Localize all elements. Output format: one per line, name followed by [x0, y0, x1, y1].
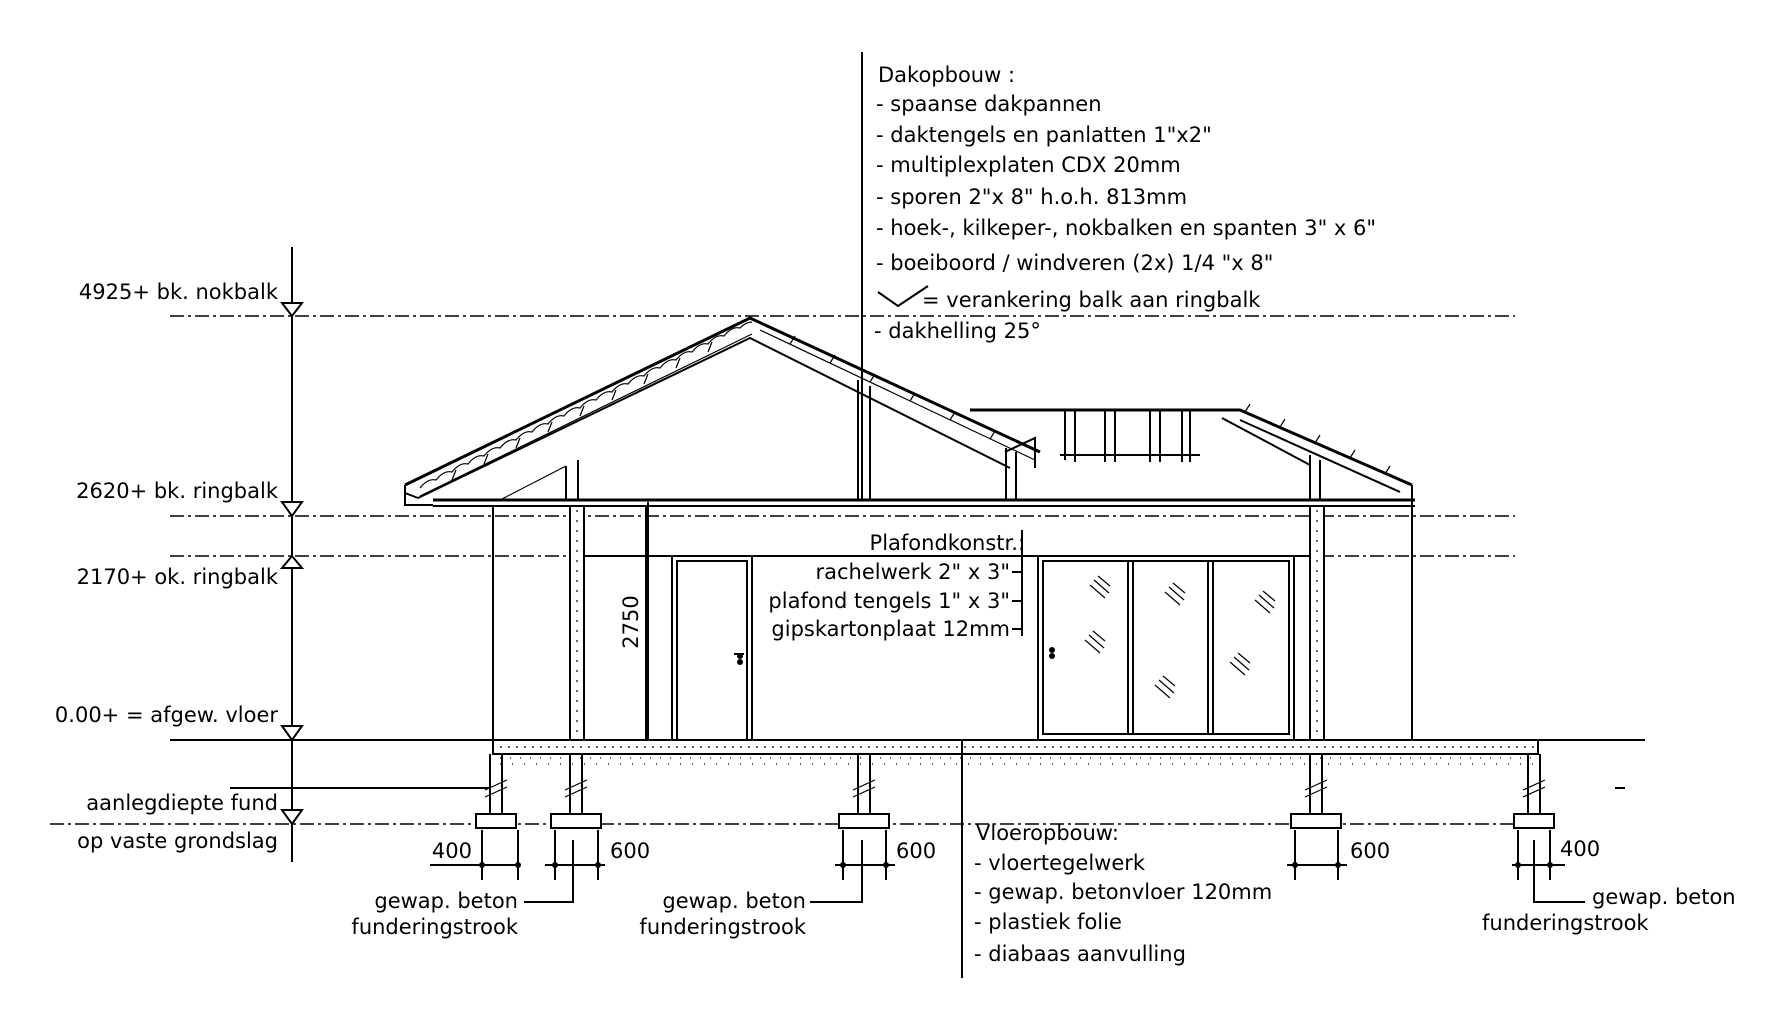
- level-marker-bk-ringbalk: [282, 502, 302, 516]
- label-nokbalk: 4925+ bk. nokbalk: [78, 280, 278, 304]
- dakopbouw-item-3: - multiplexplaten CDX 20mm: [876, 153, 1181, 177]
- plafond-title: Plafondkonstr.:: [869, 531, 1025, 555]
- label-beton-right: gewap. beton: [1592, 885, 1736, 909]
- vloeropbouw-title: Vloeropbouw:: [976, 821, 1119, 845]
- dakopbouw-anchor-note: = verankering balk aan ringbalk: [922, 288, 1261, 312]
- vloeropbouw-notes: [962, 740, 1272, 978]
- footing-600-b: [839, 754, 889, 828]
- label-ok-ringbalk: 2170+ ok. ringbalk: [76, 565, 278, 589]
- dakopbouw-slope: - dakhelling 25°: [874, 319, 1041, 343]
- label-strook-mid: funderingstrook: [639, 915, 806, 939]
- level-marker-ok-ringbalk: [282, 556, 302, 568]
- label-strook-left: funderingstrook: [351, 915, 518, 939]
- level-labels: [55, 280, 279, 853]
- dimension-2750: [619, 502, 648, 740]
- dim-600-a: 600: [610, 839, 651, 863]
- roof-tiles-right: [760, 330, 1035, 460]
- footing-400-right: [1514, 754, 1554, 828]
- glass-reflections: [1085, 576, 1275, 698]
- dakopbouw-item-6: - boeiboord / windveren (2x) 1/4 "x 8": [876, 251, 1274, 275]
- dim-400-left: 400: [431, 839, 472, 863]
- footing-600-a: [551, 754, 601, 828]
- label-bk-ringbalk: 2620+ bk. ringbalk: [76, 479, 278, 503]
- vloeropbouw-item-2: - gewap. betonvloer 120mm: [974, 880, 1273, 904]
- floor-slab: [493, 740, 1538, 764]
- dakopbouw-title: Dakopbouw :: [878, 63, 1016, 87]
- vloeropbouw-item-3: - plastiek folie: [974, 910, 1122, 934]
- door: [672, 556, 752, 740]
- dakopbouw-item-1: - spaanse dakpannen: [876, 92, 1102, 116]
- vloeropbouw-item-1: - vloertegelwerk: [974, 851, 1146, 875]
- footing-600-c: [1291, 754, 1341, 828]
- roof-tiles-left: [420, 322, 752, 496]
- label-vloer: 0.00+ = afgew. vloer: [54, 703, 278, 727]
- dakopbouw-item-2: - daktengels en panlatten 1"x2": [876, 123, 1212, 147]
- plafond-item-3: gipskartonplaat 12mm: [771, 617, 1010, 641]
- footing-400-left: [476, 754, 516, 828]
- plafond-item-2: plafond tengels 1" x 3": [768, 589, 1010, 613]
- level-marker-nokbalk: [282, 303, 302, 316]
- dimension-2750-label: 2750: [619, 595, 643, 649]
- check-mark-icon: [878, 286, 928, 306]
- window-handle: [1049, 647, 1055, 653]
- vloeropbouw-item-4: - diabaas aanvulling: [974, 942, 1186, 966]
- dakopbouw-item-5: - hoek-, kilkeper-, nokbalken en spanten 3" x 6": [876, 216, 1377, 240]
- label-aanleg-2: op vaste grondslag: [77, 829, 278, 853]
- dim-600-c: 600: [1350, 839, 1391, 863]
- sliding-window: [1038, 556, 1294, 740]
- roof: [405, 318, 1415, 506]
- level-marker-aanleg: [282, 810, 302, 824]
- plafond-item-1: rachelwerk 2" x 3": [815, 560, 1010, 584]
- dim-400-right: 400: [1560, 837, 1601, 861]
- dim-600-b: 600: [896, 839, 937, 863]
- label-aanleg-1: aanlegdiepte fund: [86, 791, 278, 815]
- footings: [476, 754, 1554, 828]
- level-marker-floor: [282, 726, 302, 740]
- label-beton-left: gewap. beton: [374, 889, 518, 913]
- label-beton-mid: gewap. beton: [662, 889, 806, 913]
- plafond-notes: [768, 530, 1025, 641]
- dakopbouw-item-4: - sporen 2"x 8" h.o.h. 813mm: [876, 185, 1188, 209]
- label-strook-right: funderingstrook: [1482, 911, 1649, 935]
